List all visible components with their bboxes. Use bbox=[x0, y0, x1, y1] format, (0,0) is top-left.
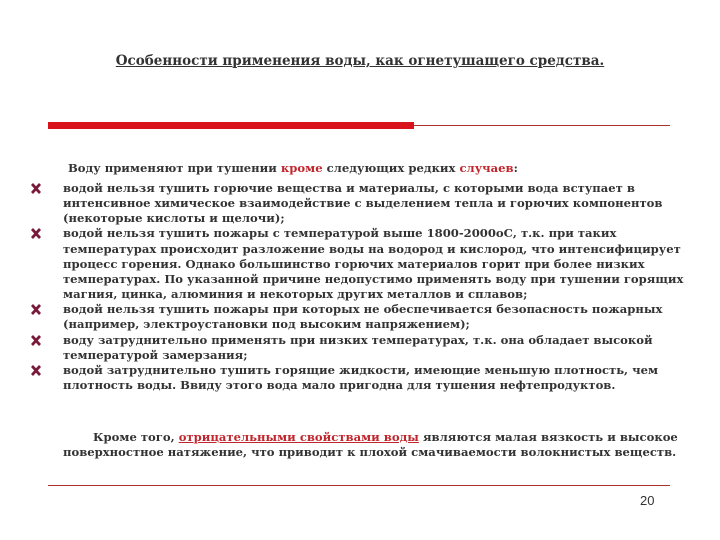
intro-paragraph bbox=[68, 161, 698, 176]
list-item-text: воду затруднительно применять при низких температурах, т.к. она обладает высокой температурой замерзания; bbox=[63, 332, 653, 362]
list-item-text: водой нельзя тушить пожары с температурой выше 1800-2000оС, т.к. при таких температурах происходит разложение воды на водород и кислород, что интенсифицирует процесс горения. Однако большинство горючих материалов горит при более низких температурах. По указанной причине недопустимо применять воду при тушении горящих магния, цинка, алюминия и некоторых других металлов и сплавов; bbox=[63, 226, 684, 302]
diamond-bullet-icon bbox=[30, 227, 42, 240]
header-accent-bar bbox=[48, 122, 414, 129]
closing-suffix: являются малая вязкость и высокое поверхностное натяжение, что приводит к плохой смачиваемости волокнистых веществ. bbox=[63, 430, 678, 460]
list-item-text: водой нельзя тушить горючие вещества и материалы, с которыми вода вступает в интенсивное химическое взаимодействие с выделением тепла и горючих компонентов (некоторые кислоты и щелочи); bbox=[63, 181, 663, 226]
diamond-bullet-icon bbox=[30, 303, 42, 316]
list-item bbox=[30, 363, 702, 393]
page-number: 20 bbox=[640, 493, 655, 508]
list-item bbox=[30, 181, 702, 226]
closing-prefix: Кроме того, bbox=[93, 430, 179, 444]
diamond-bullet-icon bbox=[30, 334, 42, 347]
intro-prefix: Воду применяют при тушении bbox=[68, 161, 281, 175]
footer-divider bbox=[48, 485, 670, 486]
bullet-list bbox=[30, 181, 702, 393]
list-item-text: водой нельзя тушить пожары при которых не обеспечивается безопасность пожарных (например, электроустановки под высоким напряжением); bbox=[63, 302, 663, 332]
list-item bbox=[30, 226, 702, 302]
page-title: Особенности применения воды, как огнетушащего средства. bbox=[115, 53, 605, 69]
intro-keyword-cases: случаев bbox=[459, 161, 514, 175]
list-item-text: водой затруднительно тушить горящие жидкости, имеющие меньшую плотность, чем плотность воды. Ввиду этого вода мало пригодна для тушения нефтепродуктов. bbox=[63, 362, 659, 393]
intro-suffix: : bbox=[513, 161, 518, 175]
intro-middle: следующих редких bbox=[322, 161, 460, 175]
intro-keyword-except: кроме bbox=[280, 161, 323, 175]
list-item bbox=[30, 333, 702, 363]
closing-highlight: отрицательными свойствами воды bbox=[178, 430, 419, 444]
closing-paragraph bbox=[63, 430, 693, 460]
diamond-bullet-icon bbox=[30, 364, 42, 377]
list-item bbox=[30, 302, 702, 332]
diamond-bullet-icon bbox=[30, 182, 42, 195]
